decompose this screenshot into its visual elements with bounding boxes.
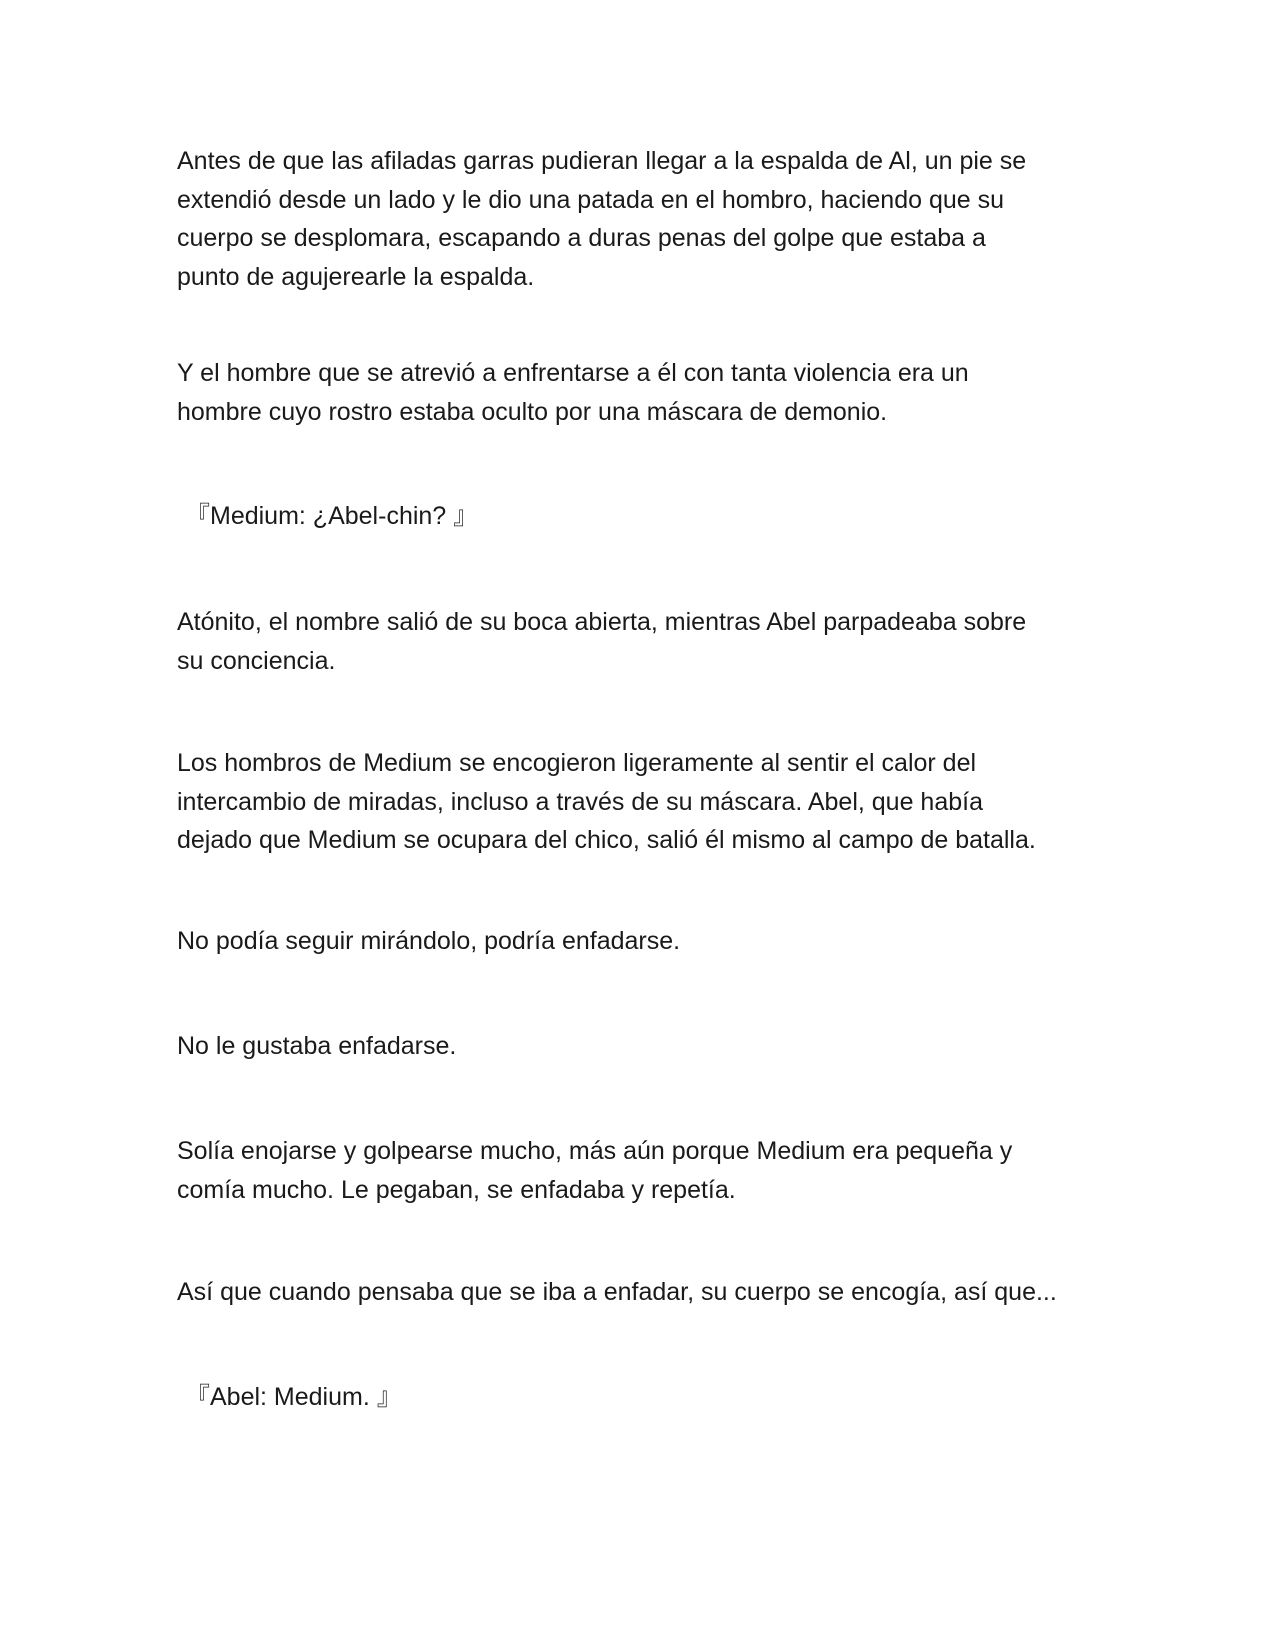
paragraph-did-not-like: No le gustaba enfadarse. (177, 1032, 457, 1060)
paragraph-used-to-get-angry: Solía enojarse y golpearse mucho, más aún porque Medium era pequeña y comía mucho. Le pegaban, se enfadaba y repetía. (177, 1137, 1013, 1204)
dialogue-abel: 『Abel: Medium. 』 (185, 1383, 402, 1411)
paragraph-body-shrank: Así que cuando pensaba que se iba a enfadar, su cuerpo se encogía, así que... (177, 1278, 1057, 1306)
dialogue-medium: 『Medium: ¿Abel-chin? 』 (185, 502, 479, 530)
paragraph-could-not-look: No podía seguir mirándolo, podría enfadarse. (177, 927, 681, 955)
paragraph-astonished: Atónito, el nombre salió de su boca abierta, mientras Abel parpadeaba sobre su conciencia. (177, 608, 1027, 675)
paragraph-claws-attack: Antes de que las afiladas garras pudieran llegar a la espalda de Al, un pie se extendió desde un lado y le dio una patada en el hombro, haciendo que su cuerpo se desplomara, escapando a duras penas del golpe que estaba a punto de agujerearle la espalda. (177, 147, 1027, 291)
paragraph-masked-man: Y el hombre que se atrevió a enfrentarse a él con tanta violencia era un hombre cuyo rostro estaba oculto por una máscara de demonio. (177, 359, 969, 426)
paragraph-medium-shoulders: Los hombros de Medium se encogieron ligeramente al sentir el calor del intercambio de miradas, incluso a través de su máscara. Abel, que había dejado que Medium se ocupara del chico, salió él mismo al campo de batalla. (177, 749, 1036, 854)
